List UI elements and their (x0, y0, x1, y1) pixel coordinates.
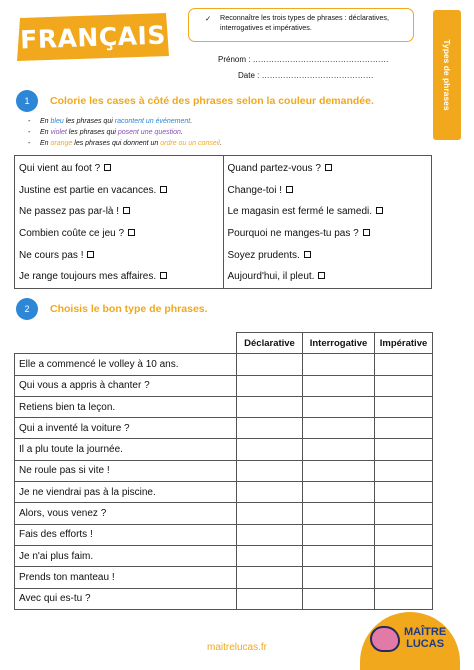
checkbox[interactable] (304, 251, 311, 258)
answer-cell[interactable] (237, 524, 303, 545)
answer-cell[interactable] (237, 460, 303, 481)
answer-cell[interactable] (237, 375, 303, 396)
section-1-badge: 1 (16, 90, 38, 112)
answer-cell[interactable] (237, 418, 303, 439)
answer-cell[interactable] (237, 503, 303, 524)
answer-cell[interactable] (303, 354, 375, 375)
objective-box (188, 8, 414, 42)
list-item: Quand partez-vous ? (228, 158, 432, 180)
table-row (15, 524, 433, 545)
table-row (15, 439, 433, 460)
sentence-cell: Il a plu toute la journée. (15, 439, 237, 460)
brand-logo (360, 612, 460, 670)
answer-cell[interactable] (237, 567, 303, 588)
answer-cell[interactable] (237, 439, 303, 460)
sentence-cell: Fais des efforts ! (15, 524, 237, 545)
classification-table (14, 332, 433, 610)
table-row (15, 418, 433, 439)
page-title: FRANÇAIS (19, 19, 167, 55)
table-header-row (15, 333, 433, 354)
checkbox[interactable] (318, 272, 325, 279)
table-row (15, 375, 433, 396)
answer-cell[interactable] (237, 545, 303, 566)
answer-cell[interactable] (237, 354, 303, 375)
answer-cell[interactable] (303, 375, 375, 396)
table-row (15, 460, 433, 481)
table-row (15, 567, 433, 588)
answer-cell[interactable] (303, 503, 375, 524)
objective-text: Reconnaître les trois types de phrases : déclaratives, interrogatives et impératives. (220, 13, 389, 32)
answer-cell[interactable] (375, 396, 433, 417)
answer-cell[interactable] (375, 545, 433, 566)
coloring-right-column (224, 156, 432, 288)
answer-cell[interactable] (375, 460, 433, 481)
answer-cell[interactable] (303, 396, 375, 417)
section-1-title: Colorie les cases à côté des phrases selon la couleur demandée. (50, 95, 374, 107)
table-row (15, 482, 433, 503)
answer-cell[interactable] (375, 482, 433, 503)
answer-cell[interactable] (375, 524, 433, 545)
checkbox[interactable] (87, 251, 94, 258)
column-header-imperative: Impérative (375, 333, 433, 354)
checkbox[interactable] (128, 229, 135, 236)
list-item: Justine est partie en vacances. (19, 180, 223, 202)
checkbox[interactable] (363, 229, 370, 236)
section-2-title: Choisis le bon type de phrases. (50, 303, 208, 315)
table-row (15, 354, 433, 375)
answer-cell[interactable] (303, 482, 375, 503)
list-item: Qui vient au foot ? (19, 158, 223, 180)
sentence-cell: Ne roule pas si vite ! (15, 460, 237, 481)
check-icon: ✓ (205, 14, 212, 23)
sentence-cell: Je n'ai plus faim. (15, 545, 237, 566)
footer-url[interactable]: maitrelucas.fr (206, 642, 267, 653)
answer-cell[interactable] (303, 567, 375, 588)
answer-cell[interactable] (303, 439, 375, 460)
checkbox[interactable] (160, 186, 167, 193)
section-2-badge: 2 (16, 298, 38, 320)
list-item: Je range toujours mes affaires. (19, 266, 223, 288)
answer-cell[interactable] (237, 396, 303, 417)
answer-cell[interactable] (375, 567, 433, 588)
answer-cell[interactable] (303, 545, 375, 566)
date-field[interactable]: Date : …………………………………… (238, 71, 374, 80)
answer-cell[interactable] (375, 418, 433, 439)
sentence-cell: Alors, vous venez ? (15, 503, 237, 524)
instructions-list (28, 116, 222, 149)
column-header-interrogative: Interrogative (303, 333, 375, 354)
list-item: Change-toi ! (228, 180, 432, 202)
checkbox[interactable] (286, 186, 293, 193)
answer-cell[interactable] (375, 439, 433, 460)
answer-cell[interactable] (303, 460, 375, 481)
list-item: Ne passez pas par-là ! (19, 201, 223, 223)
list-item: Le magasin est fermé le samedi. (228, 201, 432, 223)
side-tab (433, 10, 461, 140)
sentence-cell: Qui a inventé la voiture ? (15, 418, 237, 439)
list-item: Ne cours pas ! (19, 245, 223, 267)
answer-cell[interactable] (237, 588, 303, 609)
table-row (15, 545, 433, 566)
sentence-cell: Elle a commencé le volley à 10 ans. (15, 354, 237, 375)
sentence-cell: Qui vous a appris à chanter ? (15, 375, 237, 396)
list-item: Combien coûte ce jeu ? (19, 223, 223, 245)
checkbox[interactable] (376, 207, 383, 214)
checkbox[interactable] (123, 207, 130, 214)
logo-text: MAÎTRE LUCAS (404, 626, 447, 650)
list-item: Soyez prudents. (228, 245, 432, 267)
answer-cell[interactable] (303, 588, 375, 609)
table-row (15, 396, 433, 417)
answer-cell[interactable] (375, 588, 433, 609)
column-header-declarative: Déclarative (237, 333, 303, 354)
checkbox[interactable] (160, 272, 167, 279)
list-item: Aujourd'hui, il pleut. (228, 266, 432, 288)
checkbox[interactable] (325, 164, 332, 171)
instruction-violet: - En violet les phrases qui posent une question. (28, 127, 222, 138)
table-corner (15, 333, 237, 354)
answer-cell[interactable] (375, 354, 433, 375)
instruction-blue: - En bleu les phrases qui racontent un événement. (28, 116, 222, 127)
answer-cell[interactable] (303, 524, 375, 545)
table-row (15, 503, 433, 524)
answer-cell[interactable] (237, 482, 303, 503)
instruction-orange: - En orange les phrases qui donnent un ordre ou un conseil. (28, 138, 222, 149)
checkbox[interactable] (104, 164, 111, 171)
sentence-cell: Avec qui es-tu ? (15, 588, 237, 609)
sentence-cell: Prends ton manteau ! (15, 567, 237, 588)
side-tab-label: Types de phrases (442, 39, 452, 111)
brain-icon (370, 626, 400, 652)
coloring-grid (14, 155, 432, 289)
title-banner (14, 10, 172, 64)
sentence-cell: Retiens bien ta leçon. (15, 396, 237, 417)
sentence-cell: Je ne viendrai pas à la piscine. (15, 482, 237, 503)
coloring-left-column (15, 156, 224, 288)
answer-cell[interactable] (375, 375, 433, 396)
prenom-field[interactable]: Prénom : …………………………………………… (218, 55, 389, 64)
table-row (15, 588, 433, 609)
answer-cell[interactable] (303, 418, 375, 439)
list-item: Pourquoi ne manges-tu pas ? (228, 223, 432, 245)
answer-cell[interactable] (375, 503, 433, 524)
